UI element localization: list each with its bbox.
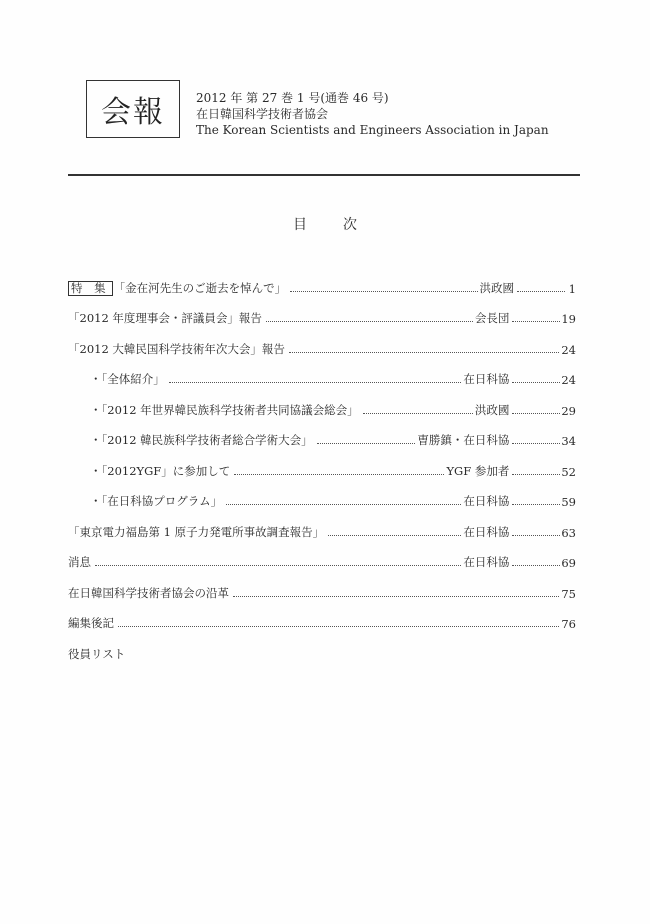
journal-logo: 会報 xyxy=(86,80,180,138)
journal-meta xyxy=(196,90,549,138)
dot-leader xyxy=(169,382,462,383)
entry-title: 在日韓国科学技術者協会の沿革 xyxy=(68,585,229,600)
entry-author: 在日科協 xyxy=(463,372,510,386)
toc-entry[interactable] xyxy=(68,265,576,296)
toc-entry[interactable] xyxy=(68,570,576,601)
entry-title: ・「全体紹介」 xyxy=(90,372,165,386)
dot-leader xyxy=(512,474,560,475)
dot-leader xyxy=(226,504,461,505)
dot-leader xyxy=(234,474,444,475)
entry-page: 52 xyxy=(561,464,576,479)
entry-page: 69 xyxy=(561,556,576,570)
journal-header xyxy=(86,80,566,150)
organization-name-en: The Korean Scientists and Engineers Association in Japan xyxy=(196,123,549,137)
toc-entry[interactable] xyxy=(68,601,576,632)
organization-name-ja: 在日韓国科学技術者協会 xyxy=(196,107,329,121)
entry-page: 29 xyxy=(561,403,576,418)
toc-entry[interactable] xyxy=(68,509,576,540)
entry-author: 在日科協 xyxy=(463,555,510,569)
dot-leader xyxy=(512,504,560,505)
entry-author: 在日科協 xyxy=(463,524,510,539)
entry-author: 洪政國 xyxy=(479,280,514,295)
entry-title: 「2012 大韓民国科学技術年次大会」報告 xyxy=(68,341,285,356)
toc-entry[interactable] xyxy=(68,418,576,449)
toc-entry[interactable] xyxy=(68,479,576,510)
dot-leader xyxy=(328,535,461,536)
toc-entry[interactable] xyxy=(68,357,576,388)
toc-entry[interactable] xyxy=(68,631,576,662)
entry-title: 「東京電力福島第 1 原子力発電所事故調査報告」 xyxy=(68,524,325,539)
dot-leader xyxy=(289,352,559,353)
entry-author: 洪政國 xyxy=(474,402,510,417)
entry-page: 76 xyxy=(561,617,576,631)
entry-title: ・「2012 韓民族科学技術者総合学術大会」 xyxy=(90,433,313,447)
toc-entry[interactable] xyxy=(68,387,576,418)
table-of-contents xyxy=(68,265,576,662)
dot-leader xyxy=(512,565,560,566)
entry-title: 消息 xyxy=(68,555,91,569)
entry-author: 会長団 xyxy=(474,311,510,325)
toc-entry[interactable] xyxy=(68,540,576,571)
dot-leader xyxy=(266,321,473,322)
entry-page: 34 xyxy=(561,434,576,448)
entry-page: 63 xyxy=(561,525,576,540)
dot-leader xyxy=(317,443,416,444)
dot-leader xyxy=(363,413,473,414)
entry-page: 19 xyxy=(561,312,576,326)
dot-leader xyxy=(512,413,560,414)
entry-title: 「2012 年度理事会・評議員会」報告 xyxy=(68,311,262,325)
entry-author: 在日科協 xyxy=(463,494,510,508)
dot-leader xyxy=(290,291,477,292)
dot-leader xyxy=(512,382,560,383)
entry-title: 「金在河先生のご逝去を悼んで」 xyxy=(113,280,287,295)
dot-leader xyxy=(517,291,565,292)
dot-leader xyxy=(512,321,560,322)
header-divider xyxy=(68,174,580,176)
dot-leader xyxy=(233,596,559,597)
dot-leader xyxy=(95,565,461,566)
entry-author: 曺勝鎮・在日科協 xyxy=(417,433,510,447)
entry-title: 役員リスト xyxy=(68,646,126,661)
entry-page: 24 xyxy=(561,342,576,357)
entry-page: 75 xyxy=(561,586,576,601)
entry-author: YGF 参加者 xyxy=(446,463,510,478)
entry-page: 59 xyxy=(561,495,576,509)
entry-page: 24 xyxy=(561,373,576,387)
entry-page: 1 xyxy=(568,281,576,296)
toc-entry[interactable] xyxy=(68,448,576,479)
entry-title: ・「2012 年世界韓民族科学技術者共同協議会総会」 xyxy=(90,402,359,417)
special-feature-tag: 特 集 xyxy=(68,281,113,296)
entry-title: ・「在日科協プログラム」 xyxy=(90,494,223,508)
toc-entry[interactable] xyxy=(68,296,576,327)
entry-title: 編集後記 xyxy=(68,616,114,630)
dot-leader xyxy=(512,443,560,444)
dot-leader xyxy=(512,535,560,536)
entry-title: ・「2012YGF」に参加して xyxy=(90,463,231,478)
dot-leader xyxy=(118,626,559,627)
toc-entry[interactable] xyxy=(68,326,576,357)
issue-info: 2012 年 第 27 巻 1 号(通巻 46 号) xyxy=(196,91,389,105)
toc-title: 目次 xyxy=(293,217,393,233)
